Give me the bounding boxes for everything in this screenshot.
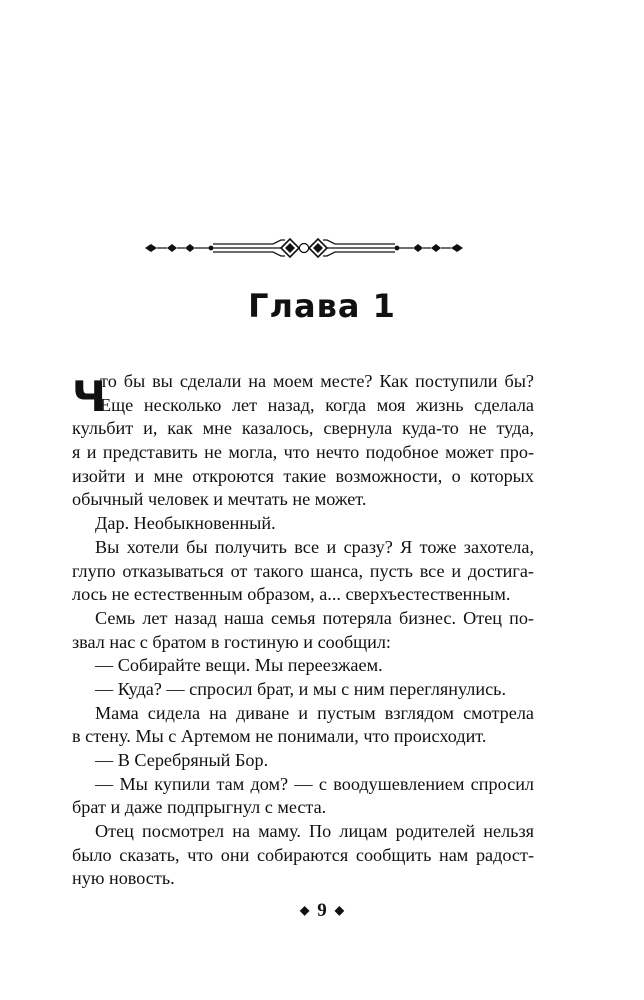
text-line: в стену. Мы с Артемом не понимали, что происходит. (72, 726, 487, 747)
text-line: — Мы купили там дом? — с воодушевлением спросил (95, 773, 534, 794)
text-line: Еще несколько лет назад, когда моя жизнь сделала (100, 394, 534, 415)
text-line: Семь лет назад наша семья потеряла бизнес. Отец по- (95, 607, 534, 628)
text-line: Мама сидела на диване и пустым взглядом смотрела (95, 702, 534, 723)
text-line: было сказать, что они собираются сообщить нам радост- (72, 844, 534, 865)
text-line: глупо отказываться от такого шанса, пусть все и достига- (72, 560, 534, 581)
page-number: 9 (317, 900, 327, 921)
drop-cap: Ч (72, 372, 106, 421)
text-line: звал нас с братом в гостиную и сообщил: (72, 631, 391, 652)
text-line: кульбит и, как мне казалось, свернула куда-то не туда, (72, 418, 534, 439)
text-line: брат и даже подпрыгнул с места. (72, 797, 327, 818)
text-line: изойти и мне откроются такие возможности, о которых (72, 465, 534, 486)
text-line: ную новость. (72, 868, 175, 889)
text-line: обычный человек и мечтать не может. (72, 489, 367, 510)
text-line: я и представить не могла, что нечто подобное может про- (72, 442, 534, 463)
text-line: то бы вы сделали на моем месте? Как поступили бы? (100, 371, 534, 391)
text-line: Отец посмотрел на маму. По лицам родителей нельзя (95, 821, 534, 842)
chapter-ornament-divider (145, 234, 463, 262)
diamond-icon: ◆ (334, 903, 344, 917)
text-line: Вы хотели бы получить все и сразу? Я тоже захотела, (95, 536, 534, 557)
text-line: — В Серебряный Бор. (95, 750, 269, 770)
text-line: — Собирайте вещи. Мы переезжаем. (95, 655, 383, 676)
chapter-text (72, 370, 534, 891)
text-line: Дар. Необыкновенный. (95, 513, 276, 534)
text-line: — Куда? — спросил брат, и мы с ним переглянулись. (95, 678, 507, 699)
chapter-title: Глава 1 (248, 287, 396, 325)
text-line: лось не естественным образом, а... сверхъестественным. (72, 584, 511, 605)
diamond-icon: ◆ (300, 903, 310, 917)
page-footer (0, 900, 644, 922)
